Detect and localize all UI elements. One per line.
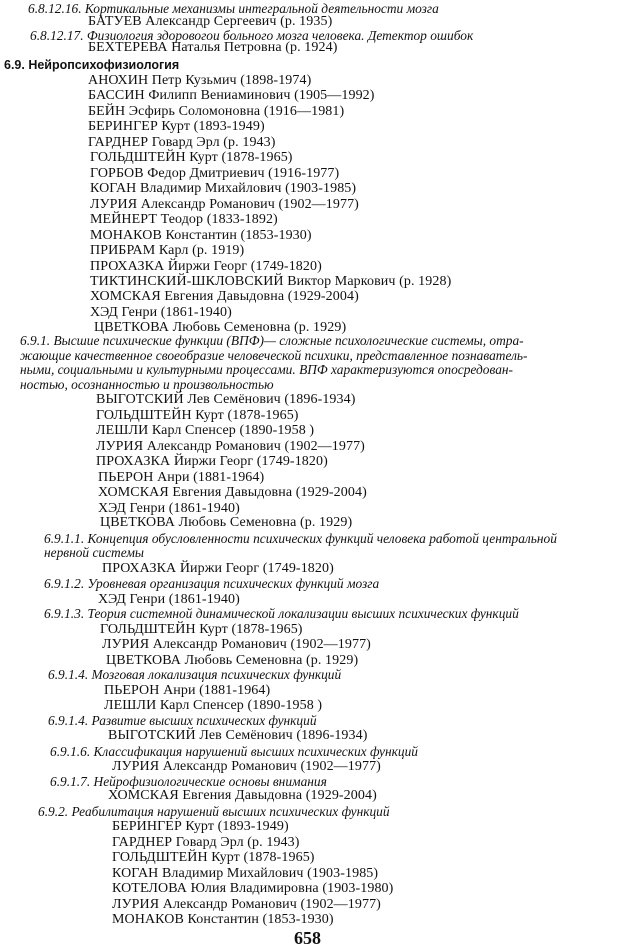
person-entry: ВЫГОТСКИЙ Лев Семёнович (1896-1934) [96, 392, 356, 407]
person-entry: БЕРИНГЕР Курт (1893-1949) [112, 819, 289, 834]
section-topic-line: нервной системы [44, 545, 144, 560]
person-entry: ГОЛЬДШТЕЙН Курт (1878-1965) [96, 408, 299, 423]
person-entry: ГАРДНЕР Говард Эрл (р. 1943) [112, 835, 300, 850]
person-entry: ГАРДНЕР Говард Эрл (р. 1943) [88, 135, 276, 150]
person-entry: КОГАН Владимир Михайлович (1903-1985) [90, 181, 357, 196]
section-topic-line: 6.9.1.1. Концепция обусловленности психических функций человека работой центральной [44, 531, 557, 546]
section-topic-line: 6.9.1.2. Уровневая организация психических функций мозга [44, 576, 380, 591]
person-entry: ТИКТИНСКИЙ-ШКЛОВСКИЙ Виктор Маркович (р. 1928) [90, 274, 452, 289]
section-topic-line: 6.9.1.6. Классификация нарушений высших психических функций [50, 744, 418, 759]
section-topic-line: ностью, осознанностью и произвольностью [20, 377, 274, 392]
page-number: 658 [294, 928, 321, 948]
person-entry: ПРОХАЗКА Йиржи Георг (1749-1820) [96, 454, 328, 469]
person-entry: ЛЕШЛИ Карл Спенсер (1890-1958 ) [104, 698, 323, 713]
person-entry: ЛУРИЯ Александр Романович (1902—1977) [102, 637, 371, 652]
section-topic-line: 6.9.2. Реабилитация нарушений высших психических функций [38, 804, 390, 819]
person-entry: МОНАКОВ Константин (1853-1930) [112, 912, 334, 927]
person-entry: ЦВЕТКОВА Любовь Семеновна (р. 1929) [100, 515, 353, 530]
person-entry: ГОЛЬДШТЕЙН Курт (1878-1965) [112, 850, 315, 865]
section-topic-line: 6.9.1. Высшие психические функции (ВПФ)— сложные психологические системы, отра- [20, 333, 524, 348]
section-topic-line: 6.9.1.7. Нейрофизиологические основы внимания [50, 774, 327, 789]
person-entry: ХОМСКАЯ Евгения Давыдовна (1929-2004) [90, 289, 359, 304]
person-entry: ПРОХАЗКА Йиржи Георг (1749-1820) [102, 561, 334, 576]
person-entry: БЕХТЕРЕВА Наталья Петровна (р. 1924) [88, 40, 338, 55]
section-topic-line: 6.8.12.17. Физиология здоровогои больного мозга человека. Детектор ошибок [30, 28, 474, 43]
person-entry: БАССИН Филипп Вениаминович (1905—1992) [88, 88, 375, 103]
person-entry: ХОМСКАЯ Евгения Давыдовна (1929-2004) [108, 788, 377, 803]
section-heading: 6.9. Нейропсихофизиология [4, 58, 180, 72]
section-topic-line: 6.9.1.3. Теория системной динамической локализации высших психических функций [44, 606, 519, 621]
section-topic-line: 6.8.12.16. Кортикальные механизмы интегральной деятельности мозга [28, 1, 439, 16]
person-entry: КОГАН Владимир Михайлович (1903-1985) [112, 866, 379, 881]
person-entry: ГОРБОВ Федор Дмитриевич (1916-1977) [90, 166, 340, 181]
section-topic-line: жающие качественное своеобразие человеческой психики, представленное познаватель- [20, 348, 528, 363]
person-entry: ХЭД Генри (1861-1940) [98, 592, 240, 607]
person-entry: КОТЕЛОВА Юлия Владимировна (1903-1980) [112, 881, 394, 896]
person-entry: ЦВЕТКОВА Любовь Семеновна (р. 1929) [106, 653, 359, 668]
person-entry: АНОХИН Петр Кузьмич (1898-1974) [88, 73, 312, 88]
person-entry: ПЬЕРОН Анри (1881-1964) [98, 470, 265, 485]
person-entry: МЕЙНЕРТ Теодор (1833-1892) [90, 212, 278, 227]
person-entry: ВЫГОТСКИЙ Лев Семёнович (1896-1934) [108, 728, 368, 743]
section-topic-line: 6.9.1.4. Мозговая локализация психических функций [48, 667, 342, 682]
person-entry: ЦВЕТКОВА Любовь Семеновна (р. 1929) [94, 320, 347, 335]
person-entry: ЛЕШЛИ Карл Спенсер (1890-1958 ) [96, 423, 315, 438]
person-entry: БЕЙН Эсфирь Соломоновна (1916—1981) [88, 104, 345, 119]
section-topic-line: ными, социальными и культурными процессами. ВПФ характеризуются опосредован- [20, 362, 514, 377]
person-entry: ПРИБРАМ Карл (р. 1919) [90, 243, 245, 258]
person-entry: БЕРИНГЕР Курт (1893-1949) [88, 119, 265, 134]
person-entry: ХЭД Генри (1861-1940) [98, 501, 240, 516]
person-entry: ХОМСКАЯ Евгения Давыдовна (1929-2004) [98, 485, 367, 500]
section-topic-line: 6.9.1.4. Развитие высших психических функций [48, 713, 317, 728]
person-entry: ЛУРИЯ Александр Романович (1902—1977) [90, 197, 359, 212]
person-entry: ЛУРИЯ Александр Романович (1902—1977) [112, 759, 381, 774]
person-entry: ХЭД Генри (1861-1940) [90, 305, 232, 320]
person-entry: ПРОХАЗКА Йиржи Георг (1749-1820) [90, 259, 322, 274]
person-entry: ЛУРИЯ Александр Романович (1902—1977) [112, 897, 381, 912]
person-entry: ГОЛЬДШТЕЙН Курт (1878-1965) [100, 622, 303, 637]
person-entry: ГОЛЬДШТЕЙН Курт (1878-1965) [90, 150, 293, 165]
person-entry: ПЬЕРОН Анри (1881-1964) [104, 683, 271, 698]
person-entry: МОНАКОВ Константин (1853-1930) [90, 228, 312, 243]
person-entry: ЛУРИЯ Александр Романович (1902—1977) [96, 439, 365, 454]
person-entry: БАТУЕВ Александр Сергеевич (р. 1935) [88, 14, 333, 29]
